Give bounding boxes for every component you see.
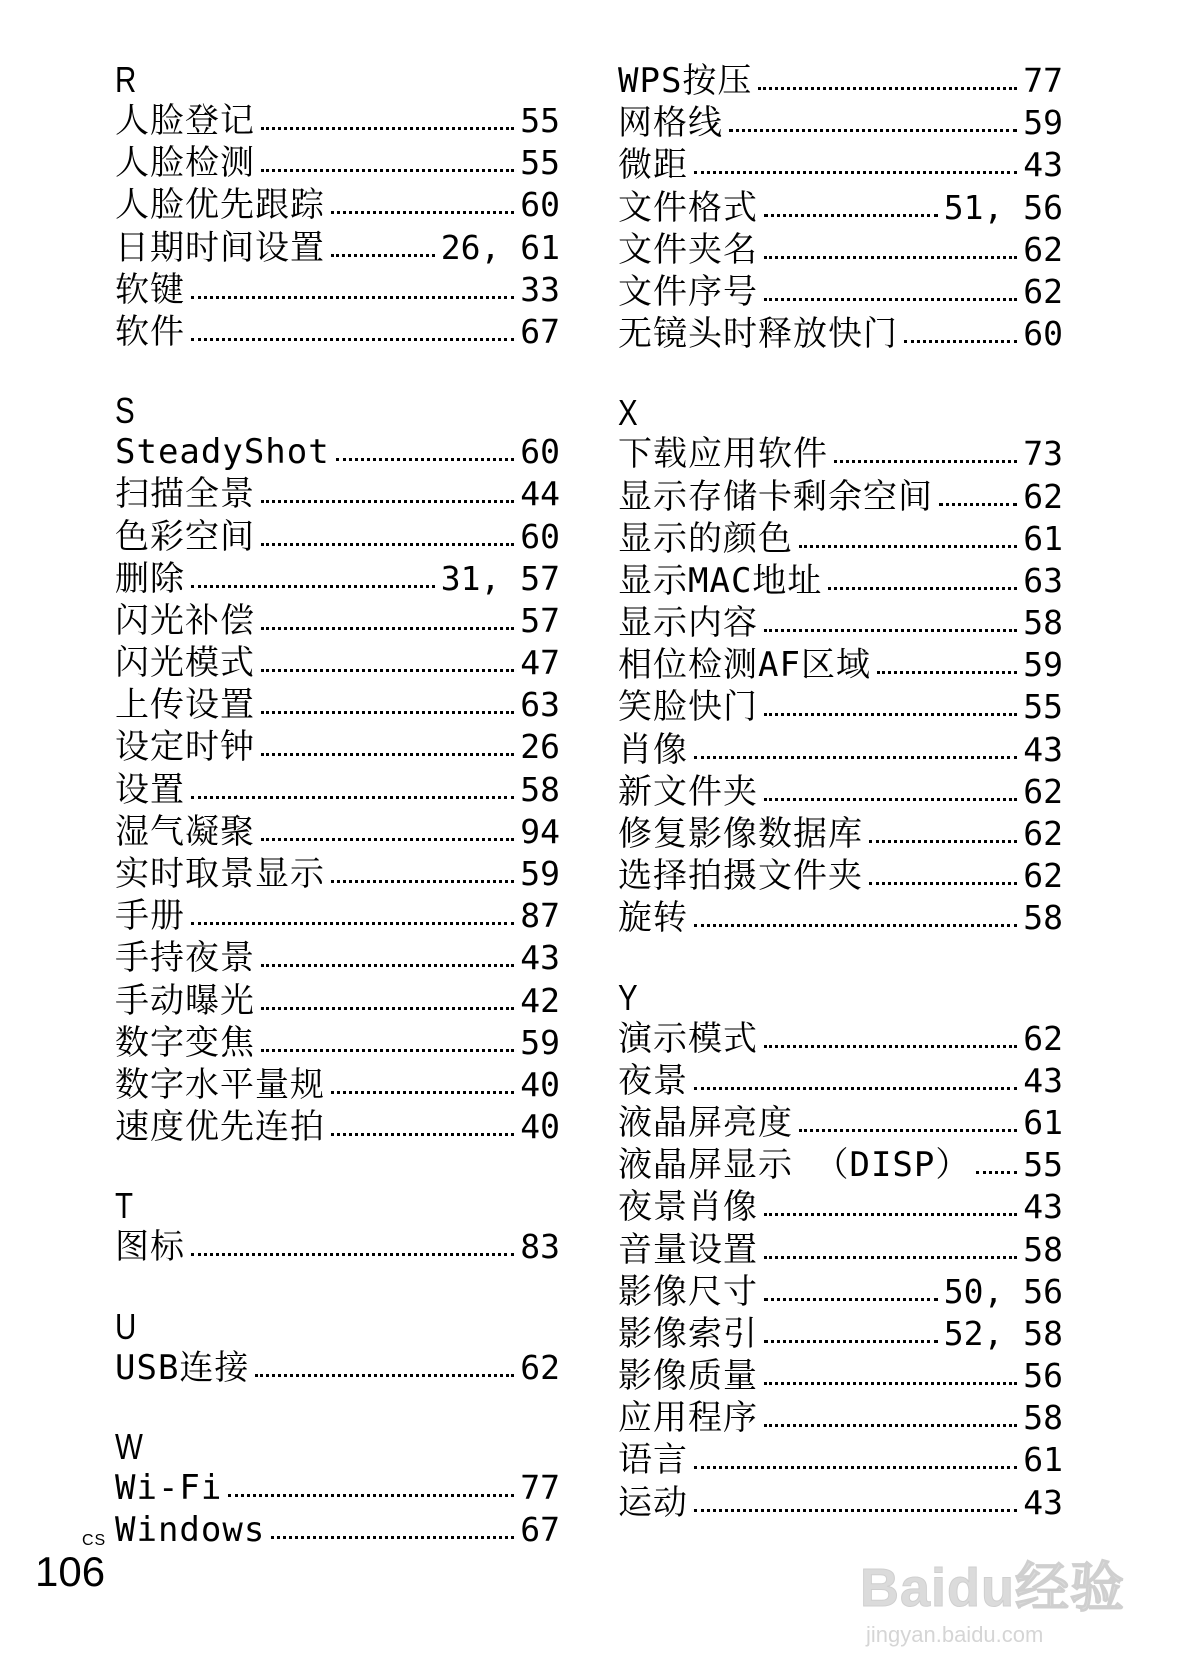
index-entry: [115, 811, 560, 853]
index-term: 图标: [115, 1227, 185, 1268]
index-section: [115, 1427, 560, 1551]
index-entry: [115, 1226, 560, 1268]
index-entry: [618, 1060, 1063, 1102]
index-page-ref: 57: [520, 600, 560, 640]
index-entry: [115, 1064, 560, 1106]
dot-leader: [191, 1247, 514, 1256]
dot-leader: [261, 163, 514, 172]
index-page-ref: 50, 56: [943, 1271, 1063, 1311]
dot-leader: [261, 747, 514, 756]
index-entry: [115, 184, 560, 226]
section-letter: Y: [618, 976, 638, 1018]
index-entry: [115, 1467, 560, 1509]
index-page-ref: 33: [520, 269, 560, 309]
index-term: 夜景: [618, 1060, 688, 1101]
index-page-ref: 83: [520, 1227, 560, 1267]
index-term: 日期时间设置: [115, 227, 325, 268]
index-term: SteadyShot: [115, 432, 330, 473]
dot-leader: [904, 334, 1017, 343]
index-term: 修复影像数据库: [618, 814, 863, 854]
dot-leader: [261, 705, 514, 714]
language-code: CS: [82, 1532, 107, 1549]
index-page-ref: 55: [520, 101, 560, 140]
index-entry: [618, 1271, 1063, 1313]
index-entry: [115, 227, 560, 269]
index-term: 软键: [115, 269, 185, 310]
index-page-ref: 58: [1023, 1229, 1063, 1269]
index-term: 软件: [115, 311, 185, 352]
dot-leader: [255, 1368, 514, 1377]
dot-leader: [336, 452, 515, 461]
index-term: 人脸优先跟踪: [115, 185, 325, 226]
index-term: 删除: [115, 558, 185, 599]
baidu-watermark-logo: [860, 1545, 1180, 1665]
watermark-brand: Baidu经验: [860, 1558, 1126, 1618]
index-page-ref: 47: [520, 643, 560, 683]
index-entry: [115, 516, 560, 558]
dot-leader: [261, 1043, 514, 1052]
index-term: 影像索引: [618, 1313, 758, 1354]
index-term: 旋转: [618, 898, 688, 939]
index-page-ref: 58: [1023, 1398, 1063, 1438]
index-entry: [618, 897, 1063, 939]
index-term: 影像尺寸: [618, 1271, 758, 1312]
index-entry: [618, 1186, 1063, 1228]
index-entry: [115, 1106, 560, 1148]
dot-leader: [764, 1418, 1017, 1427]
index-term: Wi-Fi: [115, 1467, 223, 1508]
index-term: 手持夜景: [115, 938, 255, 979]
index-term: 相位检测AF区域: [618, 645, 871, 686]
index-term: 网格线: [618, 103, 723, 144]
index-term: 应用程序: [618, 1398, 758, 1439]
index-entry: [618, 1482, 1063, 1524]
index-page-ref: 51, 56: [943, 187, 1063, 227]
index-page-ref: 60: [520, 432, 560, 472]
dot-leader: [191, 332, 514, 341]
index-term: 湿气凝聚: [115, 811, 255, 852]
index-page-ref: 26, 61: [440, 227, 560, 267]
index-term: 人脸登记: [115, 101, 255, 141]
index-section: [115, 1186, 560, 1268]
dot-leader: [799, 1123, 1017, 1132]
dot-leader: [271, 1530, 514, 1539]
index-entry: [115, 980, 560, 1022]
index-page-ref: 62: [1023, 271, 1063, 311]
index-entry: [115, 853, 560, 895]
index-column-left: [115, 60, 560, 1551]
dot-leader: [331, 248, 435, 257]
dot-leader: [764, 1376, 1017, 1385]
index-page-ref: 40: [520, 1107, 560, 1147]
index-page-ref: 55: [520, 143, 560, 183]
index-entry: [115, 431, 560, 473]
dot-leader: [764, 1250, 1017, 1259]
dot-leader: [764, 1039, 1017, 1048]
index-term: 手册: [115, 896, 185, 937]
index-entry: [618, 60, 1063, 102]
index-page-ref: 58: [1023, 603, 1063, 643]
index-term: 显示MAC地址: [618, 560, 823, 601]
dot-leader: [191, 790, 514, 799]
index-term: WPS按压: [618, 61, 753, 101]
index-term: 文件序号: [618, 271, 758, 312]
index-page-ref: 62: [1023, 1018, 1063, 1058]
index-term: 无镜头时释放快门: [618, 314, 898, 355]
index-column-right: [618, 60, 1063, 1524]
dot-leader: [191, 290, 514, 299]
index-entry: [618, 476, 1063, 518]
dot-leader: [331, 205, 514, 214]
dot-leader: [191, 916, 514, 925]
index-page-ref: 61: [1023, 1440, 1063, 1480]
index-entry: [618, 1229, 1063, 1271]
index-term: 手动曝光: [115, 980, 255, 1021]
index-page-ref: 43: [1023, 1060, 1063, 1100]
index-term: 数字变焦: [115, 1022, 255, 1063]
index-term: 微距: [618, 145, 688, 186]
index-entry: [618, 1144, 1063, 1186]
dot-leader: [834, 454, 1017, 463]
dot-leader: [694, 918, 1017, 927]
index-term: 运动: [618, 1482, 688, 1523]
section-letter: R: [115, 59, 137, 100]
index-term: 显示内容: [618, 603, 758, 644]
index-entry: [115, 1022, 560, 1064]
index-term: 实时取景显示: [115, 854, 325, 894]
index-entry: [618, 144, 1063, 186]
index-entry: [115, 269, 560, 311]
index-term: 速度优先连拍: [115, 1107, 325, 1148]
index-page-ref: 77: [1023, 61, 1063, 100]
dot-leader: [764, 1334, 938, 1343]
index-entry: [618, 102, 1063, 144]
index-term: 闪光补偿: [115, 600, 255, 641]
dot-leader: [976, 1165, 1017, 1174]
index-section: [618, 978, 1063, 1524]
index-entry: [115, 142, 560, 184]
dot-leader: [764, 707, 1017, 716]
section-letter: X: [618, 392, 638, 434]
index-entry: [618, 729, 1063, 771]
dot-leader: [331, 1085, 514, 1094]
index-page-ref: 61: [1023, 518, 1063, 558]
index-page-ref: 60: [520, 185, 560, 225]
index-section: [115, 1307, 560, 1389]
index-page-ref: 87: [520, 896, 560, 936]
index-page-ref: 67: [520, 1509, 560, 1549]
index-term: 肖像: [618, 729, 688, 770]
index-page-ref: 58: [1023, 898, 1063, 938]
index-term: 液晶屏亮度: [618, 1102, 793, 1143]
dot-leader: [729, 123, 1017, 132]
index-page-ref: 63: [1023, 560, 1063, 600]
index-page-ref: 26: [520, 727, 560, 767]
index-term: 新文件夹: [618, 771, 758, 812]
index-entry: [115, 895, 560, 937]
index-term: Windows: [115, 1509, 266, 1550]
index-section: [115, 391, 560, 1148]
index-entry: [618, 518, 1063, 560]
dot-leader: [877, 665, 1017, 674]
index-page-ref: 61: [1023, 1102, 1063, 1142]
index-term: 人脸检测: [115, 143, 255, 184]
index-page-ref: 62: [1023, 814, 1063, 853]
index-entry: [115, 100, 560, 142]
index-term: 设置: [115, 769, 185, 810]
index-term: 数字水平量规: [115, 1064, 325, 1105]
index-entry: [115, 558, 560, 600]
dot-leader: [261, 958, 514, 967]
index-entry: [618, 187, 1063, 229]
index-term: 影像质量: [618, 1356, 758, 1397]
index-term: 上传设置: [115, 685, 255, 726]
dot-leader: [331, 1127, 514, 1136]
dot-leader: [764, 623, 1017, 632]
index-page-ref: 94: [520, 811, 560, 851]
dot-leader: [694, 1503, 1017, 1512]
index-term: 扫描全景: [115, 474, 255, 515]
dot-leader: [828, 581, 1017, 590]
index-page-ref: 60: [520, 516, 560, 556]
index-term: 文件夹名: [618, 229, 758, 270]
index-page-ref: 56: [1023, 1356, 1063, 1396]
index-page-ref: 43: [1023, 1482, 1063, 1522]
section-letter: W: [115, 1425, 143, 1467]
index-entry: [115, 1347, 560, 1389]
index-term: 闪光模式: [115, 643, 255, 684]
page-number: 106: [35, 1548, 106, 1595]
index-page-ref: 43: [1023, 145, 1063, 185]
index-page-ref: 52, 58: [943, 1313, 1063, 1353]
index-term: 设定时钟: [115, 727, 255, 768]
dot-leader: [261, 494, 514, 503]
index-entry: [618, 686, 1063, 728]
index-page-ref: 73: [1023, 434, 1063, 474]
index-page-ref: 42: [520, 980, 560, 1020]
index-entry: [115, 937, 560, 979]
index-page-ref: 59: [1023, 645, 1063, 685]
dot-leader: [939, 497, 1017, 506]
index-term: 语言: [618, 1440, 688, 1481]
index-page-ref: 31, 57: [440, 558, 560, 598]
index-term: 文件格式: [618, 187, 758, 228]
index-entry: [115, 473, 560, 515]
index-entry: [115, 769, 560, 811]
index-entry: [115, 600, 560, 642]
index-entry: [618, 1397, 1063, 1439]
index-entry: [115, 642, 560, 684]
index-page-ref: 62: [1023, 856, 1063, 896]
index-entry: [618, 1018, 1063, 1060]
index-entry: [618, 433, 1063, 475]
index-page-ref: 63: [520, 685, 560, 725]
index-term: 演示模式: [618, 1018, 758, 1059]
index-page-ref: 67: [520, 311, 560, 351]
index-section: [618, 393, 1063, 939]
index-entry: [618, 1355, 1063, 1397]
index-section: [618, 60, 1063, 355]
dot-leader: [764, 792, 1017, 801]
index-page-ref: 60: [1023, 314, 1063, 354]
dot-leader: [694, 1460, 1017, 1469]
section-letter: T: [115, 1185, 134, 1227]
index-term: USB连接: [115, 1347, 250, 1388]
index-entry: [618, 560, 1063, 602]
index-term: 选择拍摄文件夹: [618, 856, 863, 897]
dot-leader: [261, 1001, 514, 1010]
dot-leader: [261, 621, 514, 630]
index-term: 显示存储卡剩余空间: [618, 476, 933, 517]
index-page-ref: 58: [520, 769, 560, 809]
index-term: 音量设置: [618, 1229, 758, 1270]
watermark-url: jingyan.baidu.com: [866, 1622, 1044, 1647]
index-section: [115, 60, 560, 353]
index-entry: [618, 313, 1063, 355]
dot-leader: [869, 834, 1017, 843]
dot-leader: [764, 250, 1017, 259]
index-entry: [618, 855, 1063, 897]
dot-leader: [799, 539, 1017, 548]
dot-leader: [694, 1081, 1017, 1090]
dot-leader: [869, 876, 1017, 885]
dot-leader: [228, 1488, 514, 1497]
index-entry: [618, 271, 1063, 313]
index-entry: [618, 644, 1063, 686]
index-entry: [115, 311, 560, 353]
dot-leader: [764, 292, 1017, 301]
index-page-ref: 55: [1023, 1145, 1063, 1185]
dot-leader: [764, 1207, 1017, 1216]
dot-leader: [261, 663, 514, 672]
dot-leader: [764, 1292, 938, 1301]
index-entry: [618, 602, 1063, 644]
index-page-ref: 44: [520, 474, 560, 514]
index-term: 笑脸快门: [618, 687, 758, 728]
index-term: 下载应用软件: [618, 434, 828, 475]
index-entry: [115, 684, 560, 726]
index-entry: [618, 1102, 1063, 1144]
section-letter: U: [115, 1305, 137, 1347]
dot-leader: [331, 874, 514, 883]
dot-leader: [694, 165, 1017, 174]
dot-leader: [758, 81, 1017, 90]
dot-leader: [764, 208, 938, 217]
index-entry: [618, 229, 1063, 271]
index-page-ref: 62: [1023, 476, 1063, 516]
index-page-ref: 62: [1023, 229, 1063, 269]
index-entry: [618, 771, 1063, 813]
index-page-ref: 62: [520, 1347, 560, 1387]
section-letter: S: [115, 390, 135, 432]
dot-leader: [191, 579, 435, 588]
dot-leader: [694, 750, 1017, 759]
index-page-ref: 59: [520, 854, 560, 893]
index-page-ref: 43: [520, 938, 560, 978]
index-page-ref: 62: [1023, 771, 1063, 811]
index-term: 显示的颜色: [618, 518, 793, 559]
index-page-ref: 43: [1023, 1187, 1063, 1227]
dot-leader: [261, 832, 514, 841]
index-term: 液晶屏显示 （DISP）: [618, 1145, 971, 1186]
index-entry: [618, 1313, 1063, 1355]
index-page-ref: 59: [1023, 103, 1063, 143]
dot-leader: [261, 121, 514, 130]
index-entry: [618, 1439, 1063, 1481]
index-page-ref: 40: [520, 1064, 560, 1104]
index-term: 夜景肖像: [618, 1187, 758, 1228]
index-term: 色彩空间: [115, 516, 255, 557]
index-entry: [115, 1509, 560, 1551]
index-entry: [115, 726, 560, 768]
index-page-ref: 77: [520, 1467, 560, 1507]
index-page-ref: 59: [520, 1022, 560, 1062]
dot-leader: [261, 537, 514, 546]
index-page-ref: 43: [1023, 729, 1063, 769]
index-page-ref: 55: [1023, 687, 1063, 727]
index-entry: [618, 813, 1063, 855]
